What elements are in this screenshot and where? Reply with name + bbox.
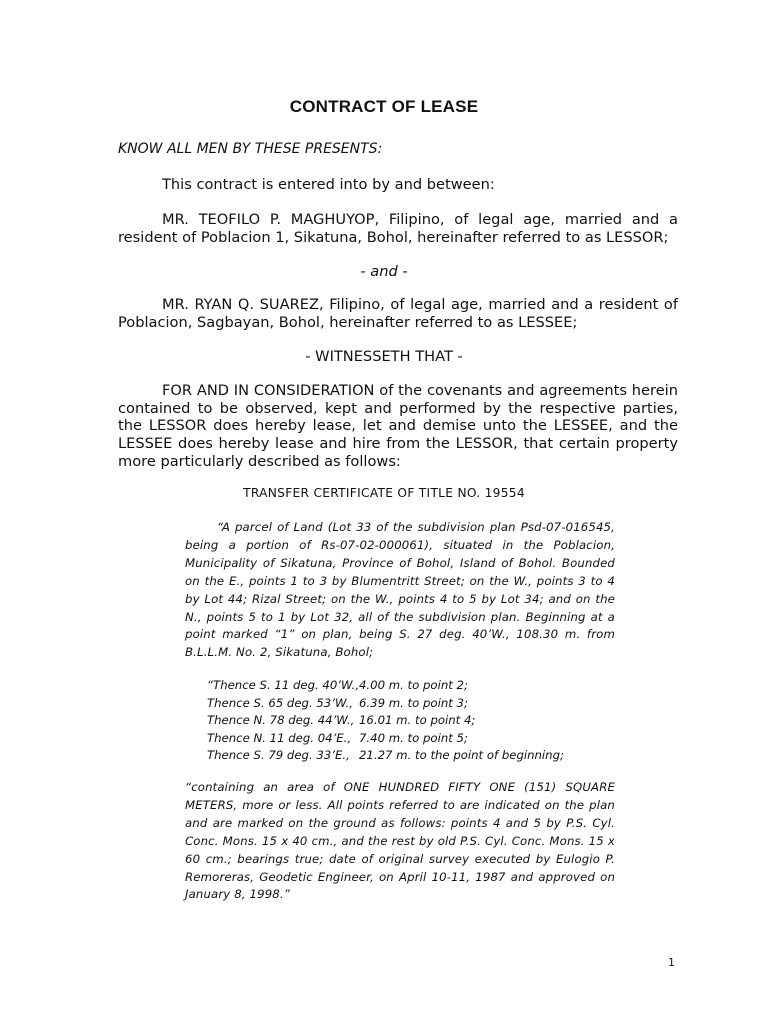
tct-heading: TRANSFER CERTIFICATE OF TITLE NO. 19554	[243, 486, 525, 500]
lessee-paragraph	[118, 296, 678, 331]
and-separator: - and -	[360, 263, 408, 280]
distance-value: 21.27 m. to the point of beginning;	[359, 748, 564, 763]
bearing-row	[207, 677, 564, 695]
land-description-text: “A parcel of Land (Lot 33 of the subdivision plan Psd-07-016545, being a portion of Rs-07-02-000061), situated in the Poblacion, Municipality of Sikatuna, Province of Bohol, Island of Bohol. Bounded on the E., points 1 to 3 by Blumentritt Street; on the W., points 3 to 4 by Lot 44; Rizal Street; on the W., points 4 to 5 by Lot 34; and on the N., points 5 to 1 by Lot 32, all of the subdivision plan. Beginning at a point marked “1” on plan, being S. 27 deg. 40’W., 108.30 m. from B.L.L.M. No. 2, Sikatuna, Bohol;	[185, 520, 615, 660]
intro-text: This contract is entered into by and between:	[162, 176, 495, 193]
opening-heading: KNOW ALL MEN BY THESE PRESENTS:	[118, 141, 383, 157]
lessor-text: MR. TEOFILO P. MAGHUYOP, Filipino, of legal age, married and a resident of Poblacion 1, Sikatuna, Bohol, hereinafter referred to as LESSOR;	[118, 211, 678, 246]
distance-value: 4.00 m. to point 2;	[359, 678, 468, 692]
bearing-value: Thence S. 65 deg. 53’W.,	[207, 695, 353, 710]
distance-value: 16.01 m. to point 4;	[359, 713, 476, 728]
bearing-value: Thence N. 11 deg. 04’E.,	[207, 730, 352, 745]
lessor-paragraph	[118, 211, 678, 246]
bearings-table	[207, 677, 564, 765]
document-title: CONTRACT OF LEASE	[289, 97, 479, 116]
page-number: 1	[668, 956, 675, 969]
bearing-row	[207, 712, 564, 730]
bearing-row	[207, 747, 564, 765]
area-description: “containing an area of ONE HUNDRED FIFTY ONE (151) SQUARE METERS, more or less. All points referred to are indicated on the plan and are marked on the ground as follows: points 4 and 5 by P.S. Cyl. Conc. Mons. 15 x 40 cm., and the rest by old P.S. Cyl. Conc. Mons. 15 x 60 cm.; bearings true; date of original survey executed by Eulogio P. Remoreras, Geodetic Engineer, on April 10-11, 1987 and approved on January 8, 1998.”	[185, 780, 615, 902]
bearing-value: Thence S. 79 deg. 33’E.,	[207, 748, 350, 763]
bearing-row	[207, 695, 564, 713]
intro-paragraph	[118, 176, 678, 194]
consideration-text: FOR AND IN CONSIDERATION of the covenants and agreements herein contained to be observed, kept and performed by the respective parties, the LESSOR does hereby lease, let and demise unto the LESSEE, and the LESSEE does hereby lease and hire from the LESSOR, that certain property more particularly described as follows:	[118, 382, 678, 470]
bearing-value: “Thence S. 11 deg. 40’W.,	[207, 678, 360, 692]
witnesseth-heading: - WITNESSETH THAT -	[305, 348, 463, 365]
bearing-row	[207, 730, 564, 748]
bearing-value: Thence N. 78 deg. 44’W.,	[207, 713, 355, 728]
distance-value: 6.39 m. to point 3;	[359, 695, 468, 710]
land-description	[185, 519, 615, 662]
consideration-paragraph	[118, 382, 678, 471]
distance-value: 7.40 m. to point 5;	[359, 730, 468, 745]
lessee-text: MR. RYAN Q. SUAREZ, Filipino, of legal age, married and a resident of Poblacion, Sagbayan, Bohol, hereinafter referred to as LESSEE;	[118, 296, 678, 331]
